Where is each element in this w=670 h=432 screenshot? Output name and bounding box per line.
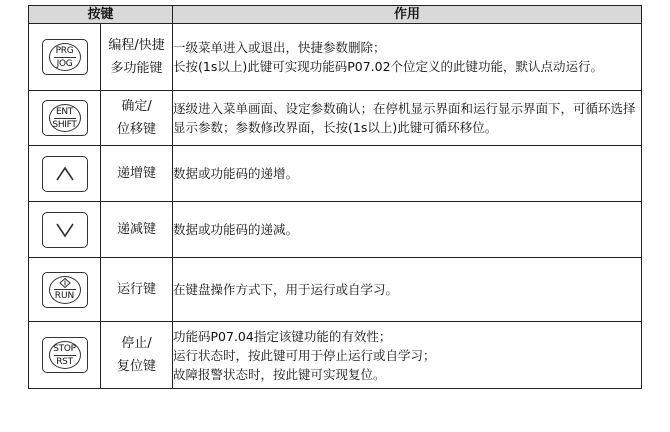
function-line: 数据或功能码的递增。 [173,166,299,181]
key-label-bottom: RST [56,356,73,367]
key-name [101,91,173,146]
key-function [173,146,642,202]
table-row [29,202,642,258]
function-line: 长按(1s以上)此键可实现功能码P07.02个位定义的此键功能，默认点动运行。 [173,59,604,74]
key-name [101,146,173,202]
key-name-line: 位移键 [117,122,157,137]
key-icon-cell [29,24,101,91]
function-line: 功能码P07.04指定该键功能的有效性； [173,328,392,344]
key-name-line: 递增键 [117,166,157,181]
header-key: 按键 [29,6,173,24]
key-label-top: STOP [53,343,76,354]
run-diamond-icon [59,278,71,288]
key-name-line: 递减键 [117,222,157,237]
table-row [29,258,642,322]
key-name [101,258,173,322]
key-label-top: PRG [55,45,74,56]
key-name-line: 多功能键 [110,61,163,76]
function-line: 数据或功能码的递减。 [173,222,299,237]
key-name [101,202,173,258]
key-label-bottom: RUN [54,291,75,301]
ent-shift-key-icon [42,100,88,136]
function-line: 故障报警状态时，按此键可实现复位。 [173,366,386,382]
key-name-line: 确定/ [121,99,152,114]
key-icon-cell [29,322,101,389]
key-function [173,202,642,258]
key-icon-cell [29,91,101,146]
key-icon-cell [29,146,101,202]
key-name-line: 复位键 [117,359,157,374]
stop-rst-key-icon [42,337,88,373]
function-line: 在键盘操作方式下，用于运行或自学习。 [173,282,399,297]
key-function-table [28,5,642,389]
key-function [173,24,642,91]
table-row [29,91,642,146]
down-arrow-icon [42,212,88,248]
key-icon-cell [29,258,101,322]
function-line: 运行状态时，按此键可用于停止运行或自学习； [173,347,436,363]
function-line: 逐级进入菜单画面、设定参数确认；在停机显示界面和运行显示界面下，可循环选择显示参数；参数修改界面，长按(1s以上)此键可循环移位。 [173,101,636,135]
run-key-icon [42,272,88,308]
key-function [173,91,642,146]
key-icon-cell [29,202,101,258]
key-name [101,322,173,389]
function-line: 一级菜单进入或退出，快捷参数删除； [173,40,386,55]
key-label-bottom: JOG [56,58,73,69]
key-name [101,24,173,91]
key-function [173,258,642,322]
key-label-bottom: SHIFT [52,119,77,130]
key-function [173,322,642,389]
header-function: 作用 [173,6,642,24]
key-name-line: 停止/ [121,336,152,351]
table-row [29,24,642,91]
table-row [29,146,642,202]
key-label-top: ENT [55,106,74,117]
key-name-line: 运行键 [117,282,157,297]
table-row [29,322,642,389]
up-arrow-icon [42,156,88,192]
prg-jog-key-icon [42,39,88,75]
key-name-line: 编程/快捷 [108,38,165,53]
table-header-row [29,6,642,24]
